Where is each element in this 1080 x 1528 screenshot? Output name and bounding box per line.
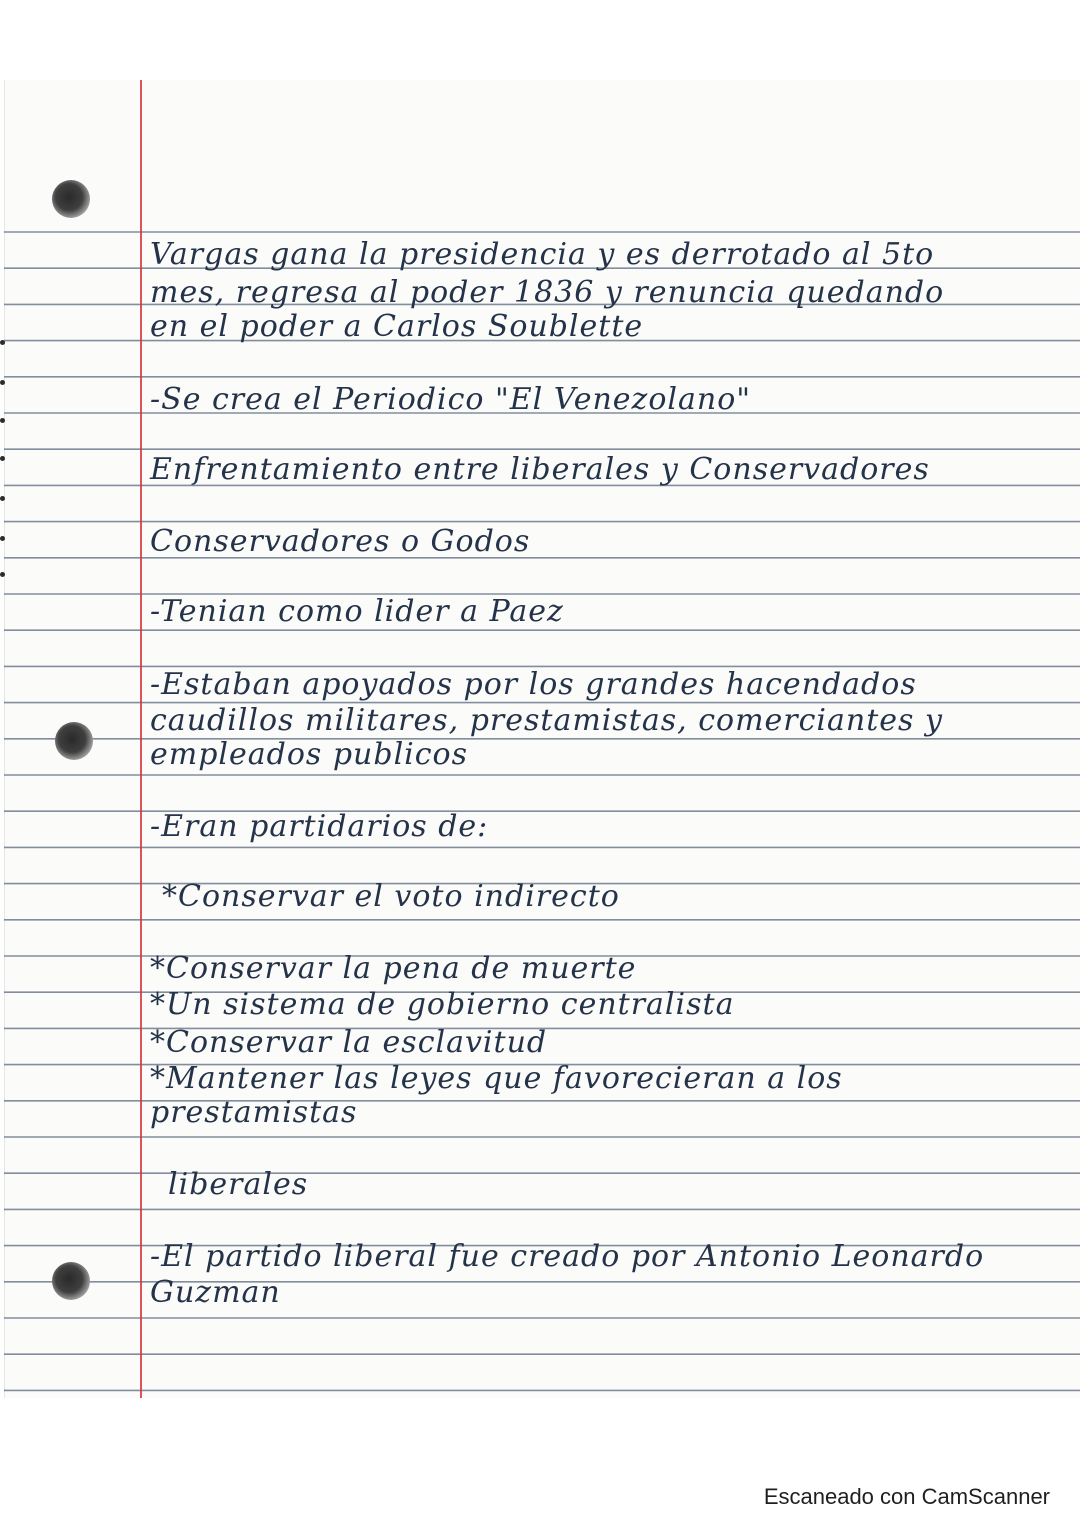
section-heading: Conservadores o Godos	[150, 524, 531, 559]
note-bullet: *Un sistema de gobierno centralista	[150, 987, 735, 1022]
note-line: prestamistas	[150, 1095, 358, 1130]
left-edge-marks	[0, 300, 6, 600]
note-line: empleados publicos	[150, 737, 469, 772]
binder-hole-middle	[55, 722, 93, 760]
note-bullet: *Conservar el voto indirecto	[162, 879, 620, 914]
note-line: Guzman	[150, 1275, 281, 1310]
note-line: Enfrentamiento entre liberales y Conservadores	[150, 452, 930, 487]
note-line: caudillos militares, prestamistas, comerciantes y	[150, 703, 943, 738]
note-bullet: *Conservar la esclavitud	[150, 1025, 548, 1060]
note-line: en el poder a Carlos Soublette	[150, 309, 644, 344]
camscanner-watermark: Escaneado con CamScanner	[763, 1484, 1050, 1509]
binder-hole-top	[52, 180, 90, 218]
section-heading: liberales	[168, 1167, 309, 1202]
note-line: -Tenian como lider a Paez	[150, 594, 564, 629]
note-line: mes, regresa al poder 1836 y renuncia quedando	[150, 275, 945, 310]
binder-hole-bottom	[52, 1262, 90, 1300]
note-bullet: *Conservar la pena de muerte	[150, 951, 637, 986]
note-line: Vargas gana la presidencia y es derrotado al 5to	[150, 237, 935, 272]
note-line: -Eran partidarios de:	[150, 809, 489, 844]
note-bullet: *Mantener las leyes que favorecieran a los	[150, 1061, 843, 1096]
note-line: -El partido liberal fue creado por Antonio Leonardo	[150, 1239, 985, 1274]
note-line: -Estaban apoyados por los grandes hacendados	[150, 667, 917, 702]
note-line: -Se crea el Periodico "El Venezolano"	[150, 382, 752, 417]
red-margin-line	[140, 80, 142, 1398]
